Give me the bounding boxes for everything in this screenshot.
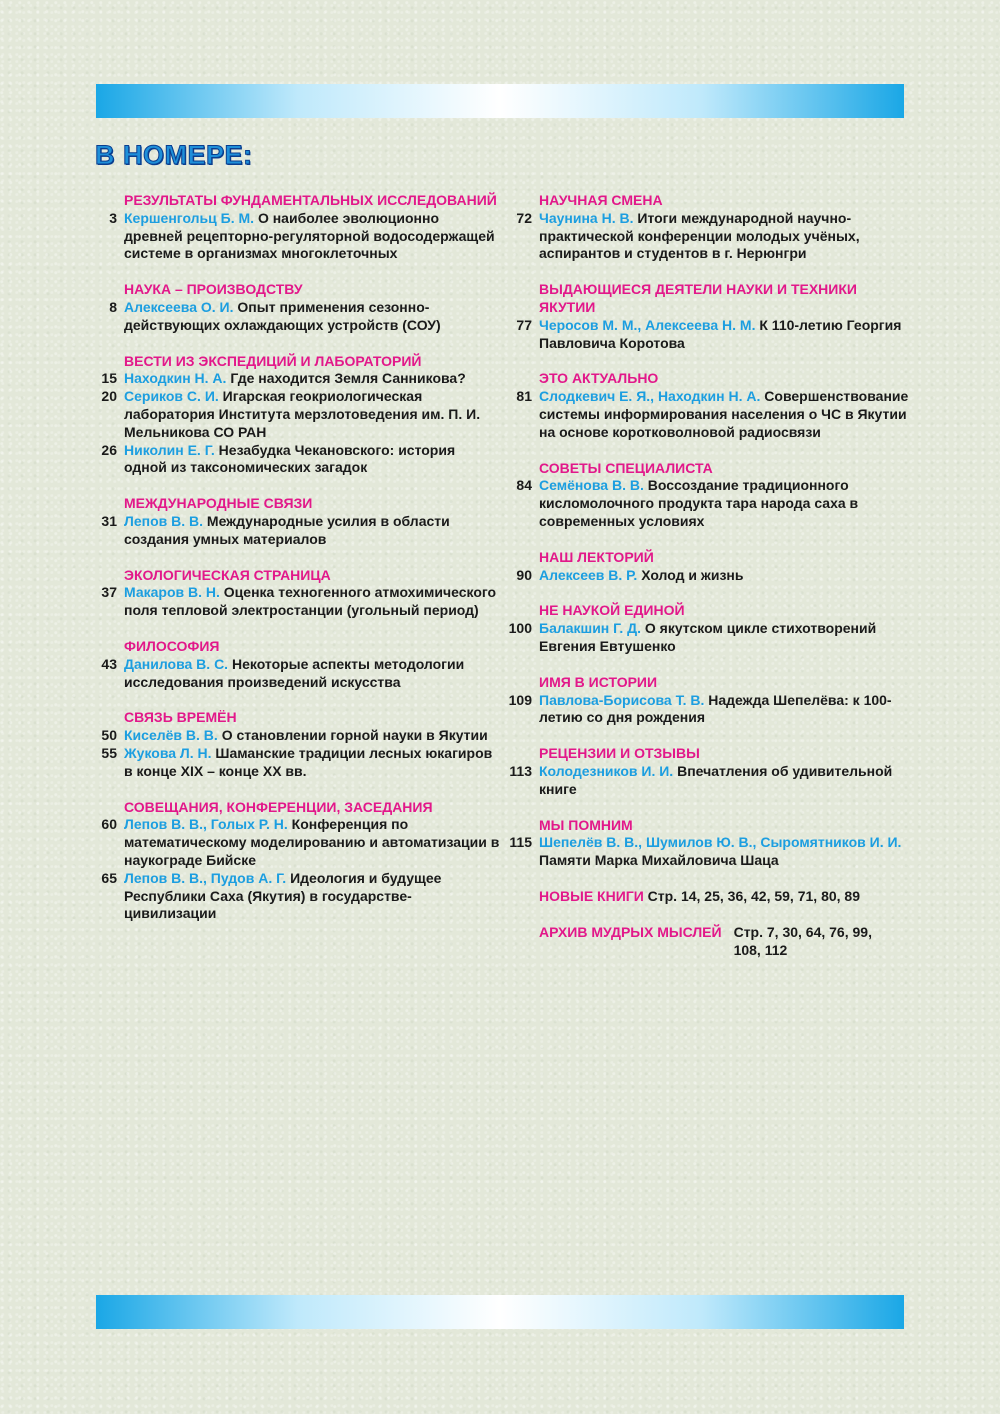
toc-section — [503, 674, 915, 727]
page-title: В НОМЕРЕ: — [95, 140, 253, 170]
page-number: 20 — [101, 388, 117, 405]
toc-section — [88, 192, 500, 263]
section-title: НАУЧНАЯ СМЕНА — [539, 192, 663, 208]
toc-section — [88, 353, 500, 478]
toc-entry[interactable] — [88, 513, 500, 549]
entry-title: О становлении горной науки в Якутии — [221, 727, 488, 744]
toc-section — [88, 799, 500, 924]
entry-author: Черосов М. М., Алексеева Н. М. — [539, 316, 756, 333]
page-number: 77 — [516, 316, 532, 333]
section-title: МЫ ПОМНИМ — [539, 816, 633, 833]
entry-title: Незабудка Чекановского: история одной из таксономических загадок — [124, 441, 456, 476]
toc-entry[interactable] — [503, 763, 915, 799]
section-title: ФИЛОСОФИЯ — [124, 637, 220, 654]
toc-entry[interactable] — [88, 370, 500, 388]
toc-entry[interactable] — [503, 210, 915, 263]
toc-entry[interactable] — [88, 388, 500, 441]
entry-author: Семёнова В. В. — [539, 477, 644, 494]
entry-author: Лепов В. В., Голых Р. Н. — [124, 816, 288, 833]
page-number: 109 — [508, 691, 532, 708]
section-title: ИМЯ В ИСТОРИИ — [539, 673, 658, 690]
toc-section — [503, 549, 915, 585]
page-number: 43 — [101, 655, 117, 672]
page-number: 3 — [109, 209, 117, 226]
page-number: 31 — [101, 512, 117, 529]
toc-entry[interactable] — [88, 210, 500, 263]
section-title: СОВЕТЫ СПЕЦИАЛИСТА — [539, 459, 713, 476]
entry-author: Павлова-Борисова Т. В. — [539, 691, 705, 708]
new-books-entry[interactable] — [503, 888, 915, 906]
toc-entry[interactable] — [503, 477, 915, 530]
page-number: 90 — [516, 566, 532, 583]
section-title: ВЫДАЮЩИЕСЯ ДЕЯТЕЛИ НАУКИ И ТЕХНИКИ ЯКУТИИ — [539, 281, 857, 315]
entry-title: Некоторые аспекты методологии исследования произведений искусства — [124, 655, 465, 690]
toc-entry[interactable] — [88, 299, 500, 335]
toc-section — [88, 709, 500, 780]
page-number: 37 — [101, 584, 117, 601]
bottom-decorative-band — [96, 1295, 904, 1329]
entry-author: Жукова Л. Н. — [124, 744, 212, 761]
page-number: 100 — [508, 620, 532, 637]
section-title: НЕ НАУКОЙ ЕДИНОЙ — [539, 602, 685, 619]
section-title: НАУКА – ПРОИЗВОДСТВУ — [124, 281, 303, 298]
entry-author: Макаров В. Н. — [124, 584, 220, 601]
entry-title: О наиболее эволюционно древней рецепторно-регуляторной водосодержащей системе в организмах многоклеточных — [124, 209, 495, 262]
entry-title: Опыт применения сезонно-действующих охлаждающих устройств (СОУ) — [124, 298, 441, 333]
toc-section — [88, 495, 500, 548]
entry-title: Впечатления об удивительной книге — [539, 762, 893, 797]
section-title: РЕЗУЛЬТАТЫ ФУНДАМЕНТАЛЬНЫХ ИССЛЕДОВАНИЙ — [124, 192, 497, 208]
entry-title: Надежда Шепелёва: к 100-летию со дня рождения — [539, 691, 892, 726]
toc-section — [503, 192, 915, 263]
entry-title: Шаманские традиции лесных юкагиров в конце XIX – конце XX вв. — [124, 744, 493, 779]
entry-author: Слодкевич Е. Я., Находкин Н. А. — [539, 388, 761, 405]
toc-entry[interactable] — [88, 870, 500, 923]
toc-entry[interactable] — [88, 727, 500, 745]
toc-entry[interactable] — [88, 584, 500, 620]
entry-author: Николин Е. Г. — [124, 441, 215, 458]
page-number: 50 — [101, 727, 117, 744]
page-number: 115 — [509, 834, 532, 851]
section-title: РЕЦЕНЗИИ И ОТЗЫВЫ — [539, 745, 700, 762]
archive-pages: Стр. 7, 30, 64, 76, 99, 108, 112 — [733, 923, 872, 958]
toc-section — [503, 817, 915, 870]
entry-author: Находкин Н. А. — [124, 370, 227, 387]
entry-title: Совершенствование системы информирования населения о ЧС в Якутии на основе коротковолновой радиосвязи — [539, 388, 909, 440]
top-decorative-band — [96, 84, 904, 118]
toc-section — [503, 370, 915, 441]
page-number: 65 — [101, 869, 117, 886]
section-title: ЭКОЛОГИЧЕСКАЯ СТРАНИЦА — [124, 566, 331, 583]
entry-title: Международные усилия в области создания умных материалов — [124, 512, 450, 547]
entry-title: Игарская геокриологическая лаборатория Института мерзлотоведения им. П. И. Мельникова СО РАН — [124, 388, 481, 440]
entry-title: Где находится Земля Санникова? — [230, 370, 466, 387]
toc-entry[interactable] — [88, 816, 500, 869]
entry-title: Идеология и будущее Республики Саха (Якутия) в государстве-цивилизации — [124, 869, 442, 922]
entry-title: Памяти Марка Михайловича Шаца — [539, 852, 779, 869]
entry-title: Холод и жизнь — [641, 566, 744, 583]
toc-section — [503, 602, 915, 655]
entry-author: Алексеева О. И. — [124, 298, 234, 315]
toc-entry[interactable] — [503, 567, 915, 585]
archive-label: АРХИВ МУДРЫХ МЫСЛЕЙ — [539, 923, 722, 940]
section-title: СВЯЗЬ ВРЕМЁН — [124, 709, 237, 726]
entry-author: Колодезников И. И. — [539, 762, 674, 779]
toc-section — [88, 567, 500, 620]
toc-entry[interactable] — [88, 442, 500, 478]
page-number: 26 — [101, 441, 117, 458]
entry-title: Воссоздание традиционного кисломолочного продукта тара народа саха в современных условиях — [539, 477, 859, 529]
entry-title: О якутском цикле стихотворений Евгения Евтушенко — [539, 620, 877, 654]
toc-section — [503, 281, 915, 352]
section-title: ЭТО АКТУАЛЬНО — [539, 370, 659, 387]
page-number: 60 — [101, 816, 117, 833]
toc-section — [503, 745, 915, 798]
toc-entry[interactable] — [503, 317, 915, 353]
entry-title: Итоги международной научно-практической конференции молодых учёных, аспирантов и студентов в г. Нерюнгри — [539, 209, 860, 262]
page-number: 15 — [101, 370, 117, 387]
section-title: НАШ ЛЕКТОРИЙ — [539, 548, 654, 565]
new-books-pages: Стр. 14, 25, 36, 42, 59, 71, 80, 89 — [647, 887, 860, 904]
toc-right-column — [503, 192, 915, 959]
page-number: 72 — [516, 209, 532, 226]
entry-author: Киселёв В. В. — [124, 727, 218, 744]
page-number: 8 — [109, 298, 117, 315]
archive-entry[interactable] — [503, 924, 915, 960]
toc-entry[interactable] — [88, 656, 500, 692]
entry-author: Алексеев В. Р. — [539, 566, 638, 583]
toc-section — [503, 460, 915, 531]
toc-entry[interactable] — [503, 620, 915, 656]
page-number: 84 — [516, 477, 532, 494]
toc-left-column — [88, 192, 500, 941]
page-number: 81 — [516, 388, 532, 405]
entry-author: Чаунина Н. В. — [539, 209, 634, 226]
entry-author: Балакшин Г. Д. — [539, 620, 641, 637]
section-title: ВЕСТИ ИЗ ЭКСПЕДИЦИЙ И ЛАБОРАТОРИЙ — [124, 352, 422, 369]
entry-title: К 110-летию Георгия Павловича Коротова — [539, 316, 902, 351]
page-number: 55 — [101, 744, 117, 761]
entry-title: Конференция по математическому моделированию и автоматизации в наукограде Бийске — [124, 816, 500, 868]
entry-author: Шепелёв В. В., Шумилов Ю. В., Сыромятников И. И. — [539, 834, 902, 851]
section-title: МЕЖДУНАРОДНЫЕ СВЯЗИ — [124, 495, 313, 512]
toc-entry[interactable] — [503, 692, 915, 728]
toc-entry[interactable] — [503, 834, 915, 870]
toc-section — [88, 638, 500, 691]
page-number: 113 — [509, 762, 532, 779]
entry-author: Сериков С. И. — [124, 388, 219, 405]
entry-author: Лепов В. В. — [124, 512, 204, 529]
toc-entry[interactable] — [503, 388, 915, 441]
entry-author: Данилова В. С. — [124, 655, 229, 672]
toc-entry[interactable] — [88, 745, 500, 781]
toc-section — [88, 281, 500, 334]
entry-author: Лепов В. В., Пудов А. Г. — [124, 869, 287, 886]
entry-author: Кершенгольц Б. М. — [124, 209, 255, 226]
section-title: СОВЕЩАНИЯ, КОНФЕРЕНЦИИ, ЗАСЕДАНИЯ — [124, 798, 433, 815]
new-books-label: НОВЫЕ КНИГИ — [539, 887, 644, 904]
entry-title: Оценка техногенного атмохимического поля тепловой электростанции (угольный период) — [124, 584, 497, 619]
